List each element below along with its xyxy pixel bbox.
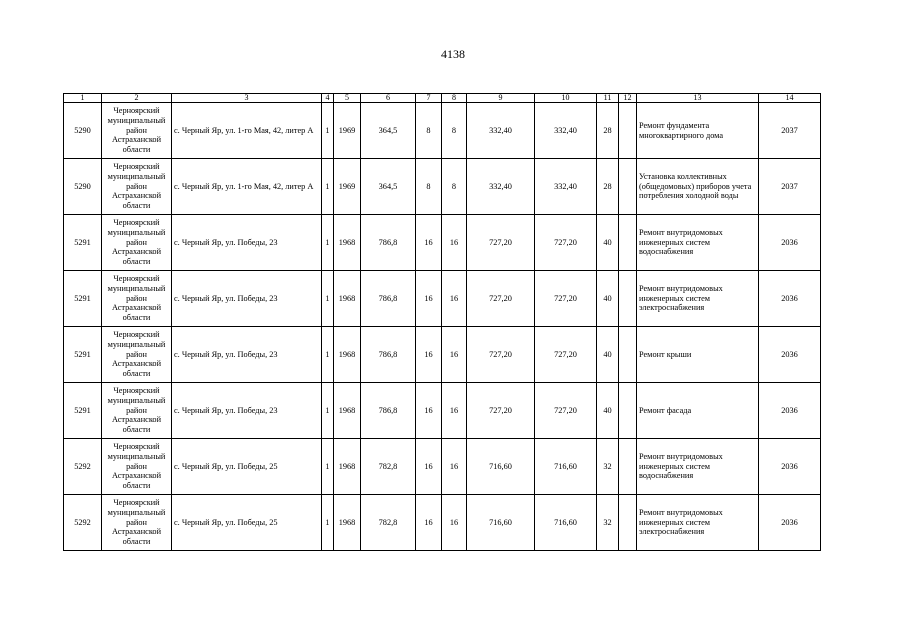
col-7-value: 8 [426,181,431,191]
work-type-cell [637,215,759,271]
col-10-value-cell [535,383,597,439]
col-8-value: 16 [449,293,459,303]
planned-year: 2037 [781,181,798,191]
col-10-value: 332,40 [554,181,577,191]
record-number-cell [64,383,102,439]
col-9-value: 716,60 [489,517,512,527]
table-row [64,383,821,439]
year-built-cell [334,215,361,271]
municipality-cell [102,327,172,383]
record-number-cell [64,271,102,327]
col-11-value: 28 [603,125,612,135]
col-12-value-cell [619,439,637,495]
col-9-value: 716,60 [489,461,512,471]
record-number-cell [64,439,102,495]
year-built-cell [334,439,361,495]
record-number: 5291 [74,293,91,303]
col-8-value-cell [442,439,467,495]
planned-year-cell [759,215,821,271]
col-7-value: 16 [424,349,433,359]
planned-year: 2037 [781,125,798,135]
planned-year-cell [759,159,821,215]
column-header: 10 [535,94,597,103]
column-header: 3 [172,94,322,103]
col-7-value-cell [416,103,442,159]
column-header: 14 [759,94,821,103]
col-9-value: 332,40 [489,181,512,191]
year-built-cell [334,495,361,551]
year-built: 1968 [338,293,356,303]
municipality: Черноярский муниципальный район Астраханской области [107,162,166,211]
col-10-value: 716,60 [554,461,577,471]
year-built: 1969 [338,125,356,135]
record-number-cell [64,215,102,271]
col-8-value-cell [442,103,467,159]
municipality-cell [102,383,172,439]
total-area: 364,5 [378,181,398,191]
record-number-cell [64,327,102,383]
col-4-value-cell [322,383,334,439]
work-type-cell [637,383,759,439]
record-number: 5291 [74,405,91,415]
column-header: 6 [361,94,416,103]
table-row [64,215,821,271]
col-4-value: 1 [325,349,330,359]
col-7-value: 16 [424,293,433,303]
work-type: Установка коллективных (общедомовых) приборов учета потребления холодной воды [639,171,752,201]
col-11-value: 40 [603,405,612,415]
year-built: 1969 [338,181,356,191]
col-9-value: 727,20 [489,405,512,415]
address: с. Черный Яр, ул. 1-го Мая, 42, литер А [174,125,314,135]
total-area-cell [361,159,416,215]
work-type-cell [637,271,759,327]
municipality-cell [102,271,172,327]
year-built: 1968 [338,237,356,247]
address: с. Черный Яр, ул. 1-го Мая, 42, литер А [174,181,314,191]
col-11-value: 28 [603,181,612,191]
total-area-cell [361,327,416,383]
col-4-value: 1 [325,125,330,135]
column-header: 12 [619,94,637,103]
year-built: 1968 [338,517,356,527]
col-10-value: 727,20 [554,293,577,303]
record-number-cell [64,159,102,215]
col-10-value: 727,20 [554,237,577,247]
address-cell [172,159,322,215]
record-number: 5291 [74,237,91,247]
col-4-value-cell [322,215,334,271]
record-number: 5292 [74,461,91,471]
col-4-value-cell [322,271,334,327]
total-area: 782,8 [378,461,398,471]
work-type-cell [637,327,759,383]
year-built: 1968 [338,405,356,415]
work-type: Ремонт внутридомовых инженерных систем электроснабжения [639,507,723,537]
table-row [64,103,821,159]
municipality: Черноярский муниципальный район Астраханской области [107,330,166,379]
col-4-value: 1 [325,293,330,303]
col-4-value: 1 [325,237,330,247]
col-10-value-cell [535,439,597,495]
planned-year-cell [759,103,821,159]
column-header: 13 [637,94,759,103]
municipality-cell [102,103,172,159]
col-10-value-cell [535,495,597,551]
work-type-cell [637,495,759,551]
col-11-value-cell [597,327,619,383]
col-12-value-cell [619,159,637,215]
municipality: Черноярский муниципальный район Астраханской области [107,442,166,491]
total-area-cell [361,215,416,271]
col-7-value-cell [416,439,442,495]
col-8-value: 8 [451,181,457,191]
column-header: 9 [467,94,535,103]
address: с. Черный Яр, ул. Победы, 23 [174,349,278,359]
work-type: Ремонт внутридомовых инженерных систем электроснабжения [639,283,723,313]
col-7-value: 8 [426,125,431,135]
col-10-value: 727,20 [554,405,577,415]
total-area: 786,8 [378,293,398,303]
col-4-value-cell [322,439,334,495]
column-header: 7 [416,94,442,103]
address: с. Черный Яр, ул. Победы, 23 [174,293,278,303]
col-7-value-cell [416,271,442,327]
municipality-cell [102,159,172,215]
col-11-value-cell [597,495,619,551]
col-11-value: 32 [603,461,612,471]
col-8-value-cell [442,215,467,271]
work-type-cell [637,159,759,215]
total-area-cell [361,383,416,439]
column-header: 2 [102,94,172,103]
col-10-value-cell [535,103,597,159]
column-header: 1 [64,94,102,103]
col-9-value: 727,20 [489,237,512,247]
col-8-value: 16 [449,461,459,471]
year-built-cell [334,271,361,327]
planned-year-cell [759,383,821,439]
table-row [64,271,821,327]
record-number: 5291 [74,349,91,359]
col-9-value-cell [467,495,535,551]
year-built-cell [334,327,361,383]
address: с. Черный Яр, ул. Победы, 25 [174,461,278,471]
col-7-value: 16 [424,405,433,415]
year-built-cell [334,103,361,159]
planned-year: 2036 [781,237,798,247]
total-area: 786,8 [378,237,398,247]
municipality: Черноярский муниципальный район Астраханской области [107,274,166,323]
municipality-cell [102,439,172,495]
col-11-value: 40 [603,349,612,359]
municipality: Черноярский муниципальный район Астраханской области [107,386,166,435]
col-10-value-cell [535,327,597,383]
col-11-value: 32 [603,517,612,527]
planned-year-cell [759,439,821,495]
municipality: Черноярский муниципальный район Астраханской области [107,498,166,547]
col-10-value-cell [535,271,597,327]
address-cell [172,495,322,551]
address: с. Черный Яр, ул. Победы, 25 [174,517,278,527]
col-12-value-cell [619,495,637,551]
col-9-value: 727,20 [489,293,512,303]
table-row [64,159,821,215]
total-area: 786,8 [378,349,398,359]
total-area: 364,5 [378,125,398,135]
col-11-value: 40 [603,293,612,303]
col-8-value: 16 [449,349,459,359]
table-row [64,439,821,495]
planned-year: 2036 [781,405,798,415]
col-7-value-cell [416,383,442,439]
record-number-cell [64,495,102,551]
col-7-value: 16 [424,461,433,471]
col-7-value-cell [416,327,442,383]
planned-year: 2036 [781,461,798,471]
col-8-value: 8 [451,125,457,135]
planned-year: 2036 [781,293,798,303]
total-area-cell [361,271,416,327]
col-4-value: 1 [325,181,330,191]
col-9-value: 332,40 [489,125,512,135]
col-11-value: 40 [603,237,612,247]
year-built: 1968 [338,461,356,471]
col-8-value-cell [442,495,467,551]
planned-year-cell [759,327,821,383]
column-number-row [64,94,821,103]
col-4-value-cell [322,159,334,215]
col-8-value: 16 [449,237,459,247]
table-row [64,327,821,383]
column-header: 11 [597,94,619,103]
col-9-value-cell [467,383,535,439]
col-4-value-cell [322,103,334,159]
work-type-cell [637,439,759,495]
record-number: 5290 [74,181,91,191]
col-12-value-cell [619,103,637,159]
col-8-value-cell [442,327,467,383]
col-11-value-cell [597,439,619,495]
col-10-value: 332,40 [554,125,577,135]
col-8-value-cell [442,271,467,327]
col-9-value-cell [467,103,535,159]
year-built-cell [334,383,361,439]
col-7-value-cell [416,495,442,551]
municipality: Черноярский муниципальный район Астраханской области [107,106,166,155]
work-type: Ремонт внутридомовых инженерных систем водоснабжения [639,451,723,481]
address-cell [172,215,322,271]
work-type: Ремонт фундамента многоквартирного дома [639,120,724,140]
municipality-cell [102,215,172,271]
planned-year-cell [759,271,821,327]
col-7-value: 16 [424,237,433,247]
col-8-value-cell [442,159,467,215]
municipality: Черноярский муниципальный район Астраханской области [107,218,166,267]
address: с. Черный Яр, ул. Победы, 23 [174,405,278,415]
column-header: 5 [334,94,361,103]
planned-year: 2036 [781,349,798,359]
work-type: Ремонт крыши [639,349,692,359]
col-8-value-cell [442,383,467,439]
col-9-value-cell [467,215,535,271]
address-cell [172,327,322,383]
address: с. Черный Яр, ул. Победы, 23 [174,237,278,247]
year-built-cell [334,159,361,215]
col-4-value: 1 [325,517,330,527]
col-10-value: 727,20 [554,349,577,359]
col-8-value: 16 [449,405,459,415]
col-11-value-cell [597,215,619,271]
data-table [63,93,821,551]
total-area: 786,8 [378,405,398,415]
page-number: 4138 [441,47,465,61]
address-cell [172,271,322,327]
planned-year-cell [759,495,821,551]
address-cell [172,439,322,495]
total-area: 782,8 [378,517,398,527]
address-cell [172,103,322,159]
col-4-value-cell [322,495,334,551]
work-type: Ремонт внутридомовых инженерных систем водоснабжения [639,227,723,257]
col-11-value-cell [597,159,619,215]
col-10-value: 716,60 [554,517,577,527]
col-12-value-cell [619,383,637,439]
record-number: 5292 [74,517,91,527]
column-header: 8 [442,94,467,103]
col-4-value: 1 [325,461,330,471]
work-type: Ремонт фасада [639,405,692,415]
col-7-value-cell [416,215,442,271]
col-9-value-cell [467,271,535,327]
record-number: 5290 [74,125,91,135]
col-12-value-cell [619,327,637,383]
col-12-value-cell [619,215,637,271]
col-9-value-cell [467,439,535,495]
planned-year: 2036 [781,517,798,527]
column-header: 4 [322,94,334,103]
col-11-value-cell [597,383,619,439]
col-9-value: 727,20 [489,349,512,359]
col-11-value-cell [597,103,619,159]
table-row [64,495,821,551]
col-10-value-cell [535,215,597,271]
col-12-value-cell [619,271,637,327]
municipality-cell [102,495,172,551]
total-area-cell [361,439,416,495]
col-9-value-cell [467,327,535,383]
work-type-cell [637,103,759,159]
col-7-value: 16 [424,517,433,527]
col-10-value-cell [535,159,597,215]
col-9-value-cell [467,159,535,215]
total-area-cell [361,495,416,551]
col-11-value-cell [597,271,619,327]
col-4-value-cell [322,327,334,383]
year-built: 1968 [338,349,356,359]
col-4-value: 1 [325,405,330,415]
total-area-cell [361,103,416,159]
col-8-value: 16 [449,517,459,527]
col-7-value-cell [416,159,442,215]
record-number-cell [64,103,102,159]
address-cell [172,383,322,439]
